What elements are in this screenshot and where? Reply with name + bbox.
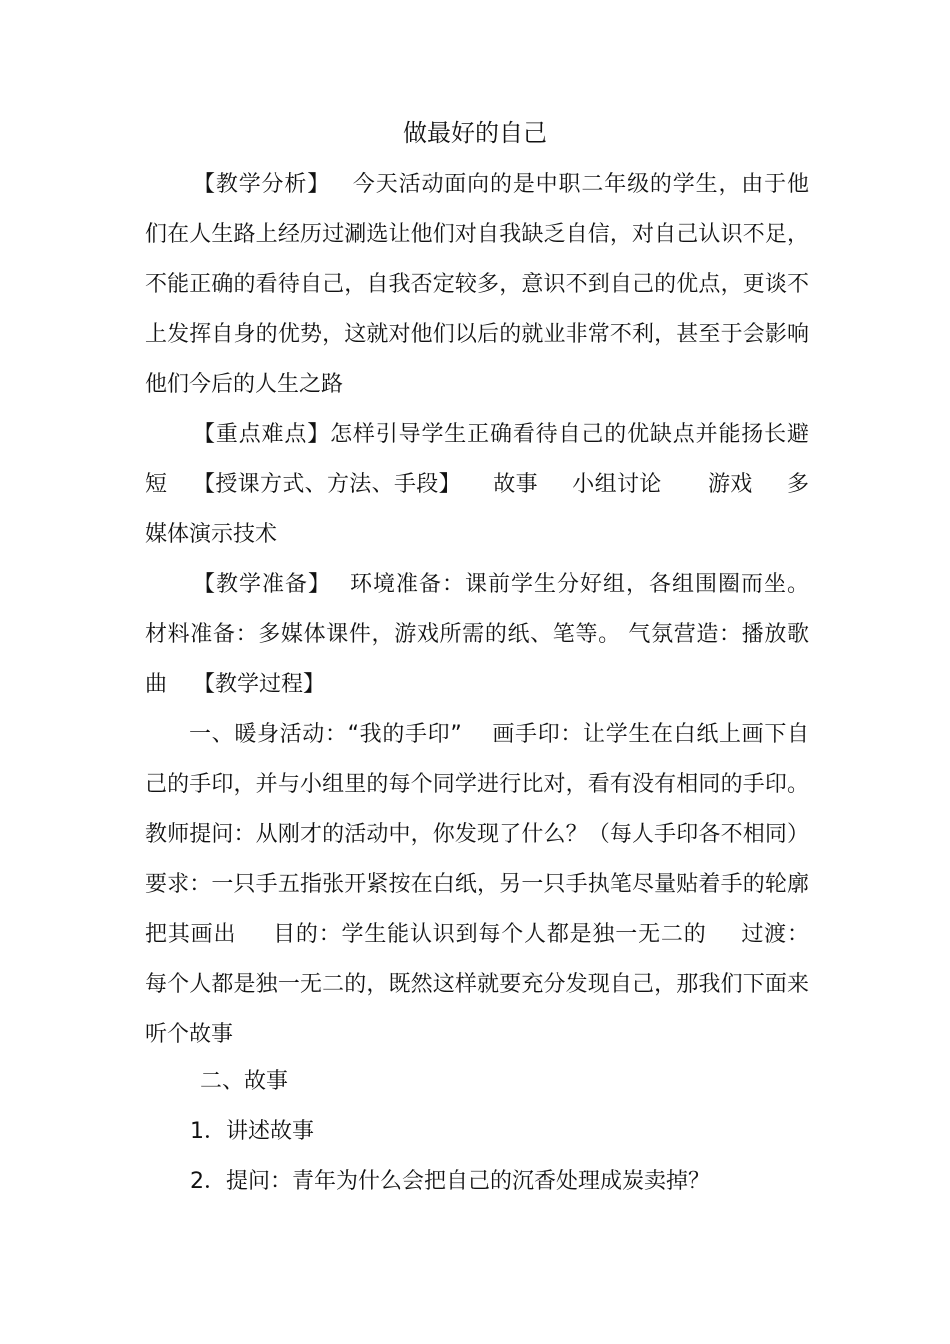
process-label: 【教学过程】 <box>193 672 326 697</box>
warmup-text-3: 过渡：每个人都是独一无二的，既然这样就要充分发现自己，那我们下面来听个故事 <box>145 922 809 1047</box>
preparation-label: 【教学准备】 <box>193 572 331 597</box>
document-title: 做最好的自己 <box>403 119 547 147</box>
analysis-paragraph <box>145 160 809 410</box>
key-points-text: 怎样引导学生正确看待自己的优缺点并能扬长避短 <box>145 422 809 497</box>
methods-label: 【授课方式、方法、手段】 <box>193 472 461 497</box>
preparation-text: 环境准备：课前学生分好组，各组围圈而坐。 材料准备：多媒体课件，游戏所需的纸、笔等。 气氛营造：播放歌曲 <box>145 572 809 697</box>
method-group-discussion: 小组讨论 <box>571 472 662 497</box>
analysis-text: 今天活动面向的是中职二年级的学生，由于他们在人生路上经历过涮选让他们对自我缺乏自信，对自己认识不足，不能正确的看待自己，自我否定较多，意识不到自己的优点，更谈不上发挥自身的优势，这就对他们以后的就业非常不利，甚至于会影响他们今后的人生之路 <box>145 172 809 397</box>
warmup-text-2: 目的：学生能认识到每个人都是独一无二的 <box>272 922 707 947</box>
methods-paragraph <box>145 460 809 560</box>
story-heading: 二、故事 <box>200 1069 289 1094</box>
warmup-text-1: 画手印：让学生在白纸上画下自己的手印，并与小组里的每个同学进行比对，看有没有相同的手印。教师提问：从刚才的活动中，你发现了什么？（每人手印各不相同）要求：一只手五指张开紧按在白纸，另一只手执笔尽量贴着手的轮廓把其画出 <box>145 722 809 947</box>
story-item-1: 1．讲述故事 <box>190 1119 314 1144</box>
warmup-paragraph <box>145 710 809 1060</box>
method-multimedia: 多媒体演示技术 <box>145 472 809 547</box>
method-game: 游戏 <box>707 472 753 497</box>
key-points-label: 【重点难点】 <box>193 422 331 447</box>
method-story: 故事 <box>492 472 538 497</box>
process-heading <box>145 660 809 710</box>
analysis-label: 【教学分析】 <box>193 172 331 197</box>
story-item-2: 2．提问：青年为什么会把自己的沉香处理成炭卖掉？ <box>190 1169 710 1194</box>
warmup-heading: 一、暖身活动：“我的手印” <box>189 722 462 747</box>
